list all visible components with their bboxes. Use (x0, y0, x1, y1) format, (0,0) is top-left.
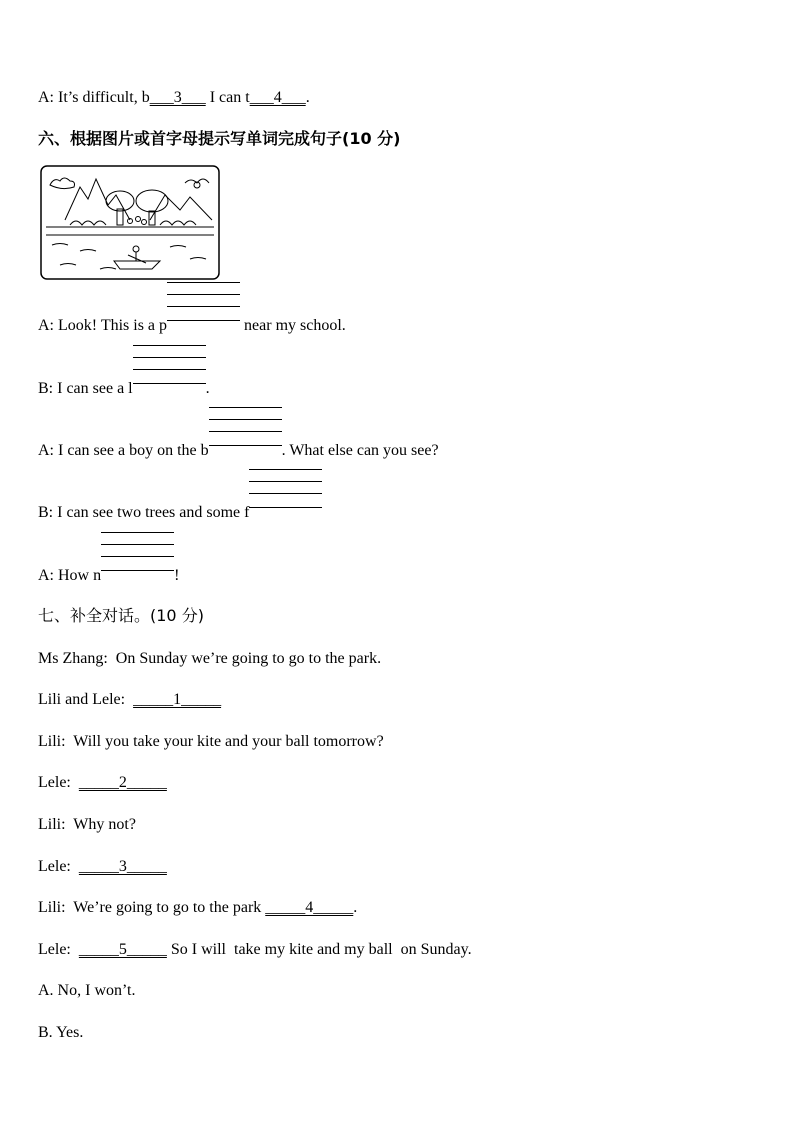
sentence-text: A: How n (38, 567, 102, 584)
dialogue-line-a (38, 88, 310, 108)
sentence-1 (38, 316, 346, 336)
dialogue-line (38, 857, 167, 877)
line-text (71, 774, 79, 791)
speaker: Lili: (38, 816, 66, 833)
dialogue-line (38, 898, 357, 918)
dialogue-line (38, 773, 167, 793)
sentence-2 (38, 379, 210, 399)
sentence-5 (38, 566, 179, 586)
sentence-3 (38, 441, 439, 461)
line-text: . (353, 899, 358, 916)
answer-blank-4[interactable]: ___4___ (249, 89, 306, 106)
sentence-text: A: I can see a boy on the b (38, 442, 209, 459)
speaker: Ms Zhang: (38, 650, 108, 667)
sentence-text: A: Look! This is a p (38, 317, 168, 334)
dialogue-line (38, 732, 384, 752)
section-7-heading: 七、补全对话。(10 分) (38, 606, 204, 625)
answer-blank-5[interactable]: _____5_____ (78, 941, 167, 958)
answer-blank-2[interactable]: _____2_____ (78, 774, 167, 791)
speaker: Lili: (38, 899, 66, 916)
line-text (71, 941, 79, 958)
answer-blank-4[interactable]: _____4_____ (265, 899, 354, 916)
four-line-write-box[interactable] (249, 503, 322, 517)
line-text (125, 691, 133, 708)
line-text: On Sunday we’re going to go to the park. (107, 650, 382, 667)
line-text (71, 858, 79, 875)
line-text: Why not? (65, 816, 136, 833)
dialogue-line (38, 940, 472, 960)
sentence-text: B: I can see two trees and some f (38, 504, 250, 521)
sentence-text: ! (174, 567, 180, 584)
four-line-write-box[interactable] (133, 379, 206, 393)
speaker: Lili and Lele: (38, 691, 126, 708)
answer-blank-3[interactable]: _____3_____ (78, 858, 167, 875)
section-6-heading: 六、根据图片或首字母提示写单词完成句子(10 分) (38, 129, 401, 148)
sentence-text: near my school. (240, 317, 346, 334)
answer-blank-1[interactable]: _____1_____ (133, 691, 222, 708)
dialogue-line (38, 690, 221, 710)
four-line-write-box[interactable] (209, 441, 282, 455)
sentence-text: . (205, 380, 210, 397)
line-text: So I will take my kite and my ball on Sunday. (166, 941, 472, 958)
sentence-text: B: I can see a l (38, 380, 133, 397)
sentence-4 (38, 503, 322, 523)
line-text: I can t (205, 89, 250, 106)
dialogue-line (38, 815, 136, 835)
sentence-text: . What else can you see? (281, 442, 439, 459)
speaker: Lili: (38, 733, 66, 750)
line-text: We’re going to go to the park (65, 899, 266, 916)
line-text: . (305, 89, 310, 106)
four-line-write-box[interactable] (101, 566, 174, 580)
four-line-write-box[interactable] (167, 316, 240, 330)
park-lake-picture (40, 165, 220, 280)
line-text: Will you take your kite and your ball tomorrow? (65, 733, 384, 750)
speaker: Lele: (38, 941, 71, 958)
answer-blank-3[interactable]: ___3___ (149, 89, 206, 106)
option-a: A. No, I won’t. (38, 982, 136, 999)
line-text: A: It’s difficult, b (38, 89, 150, 106)
speaker: Lele: (38, 858, 71, 875)
speaker: Lele: (38, 774, 71, 791)
dialogue-line (38, 649, 381, 669)
option-b: B. Yes. (38, 1024, 84, 1041)
